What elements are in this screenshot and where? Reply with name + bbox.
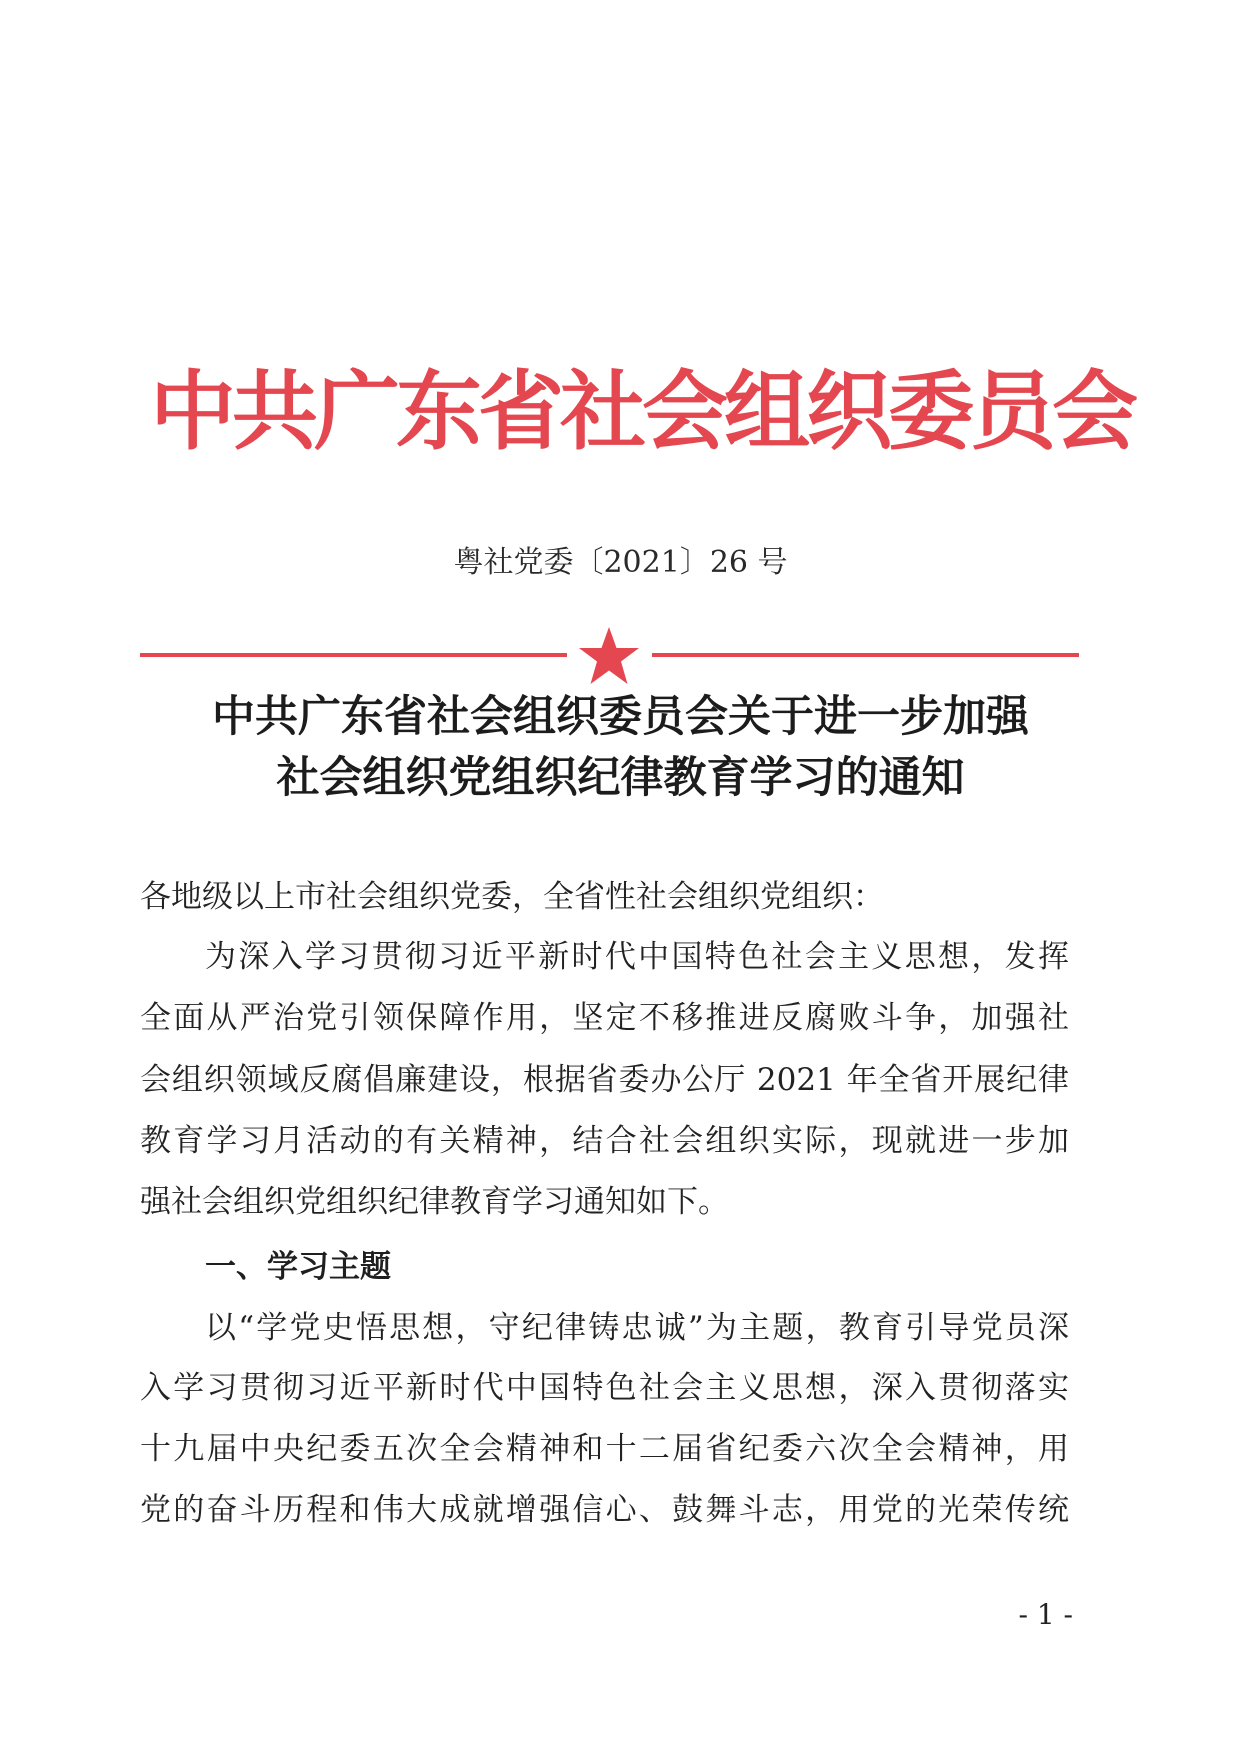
section-line: 以“学党史悟思想，守纪律铸忠诚”为主题，教育引导党员深 <box>205 1310 1069 1346</box>
page-number: - 1 - <box>1018 1598 1073 1631</box>
section-line: 十九届中央纪委五次全会精神和十二届省纪委六次全会精神，用 <box>140 1431 1069 1467</box>
document-number: 粤社党委〔2021〕26 号 <box>453 545 788 580</box>
document-title-line-1: 中共广东省社会组织委员会关于进一步加强 <box>212 692 1029 742</box>
intro-line: 教育学习月活动的有关精神，结合社会组织实际，现就进一步加 <box>140 1123 1069 1159</box>
red-rule-right <box>652 653 1079 657</box>
intro-line: 全面从严治党引领保障作用，坚定不移推进反腐败斗争，加强社 <box>140 1000 1069 1036</box>
section-line: 入学习贯彻习近平新时代中国特色社会主义思想，深入贯彻落实 <box>140 1370 1069 1406</box>
section-heading: 一、学习主题 <box>205 1249 391 1285</box>
intro-line: 会组织领域反腐倡廉建设，根据省委办公厅 2021 年全省开展纪律 <box>140 1062 1069 1098</box>
star-icon <box>577 625 641 687</box>
section-line: 党的奋斗历程和伟大成就增强信心、鼓舞斗志，用党的光荣传统 <box>140 1492 1069 1528</box>
intro-line: 强社会组织党组织纪律教育学习通知如下。 <box>140 1184 729 1220</box>
document-title-line-2: 社会组织党组织纪律教育学习的通知 <box>276 753 965 803</box>
intro-line: 为深入学习贯彻习近平新时代中国特色社会主义思想，发挥 <box>205 939 1069 975</box>
letterhead: 中共广东省社会组织委员会 <box>150 364 1134 460</box>
red-rule-left <box>140 653 567 657</box>
salutation: 各地级以上市社会组织党委，全省性社会组织党组织： <box>140 879 884 915</box>
